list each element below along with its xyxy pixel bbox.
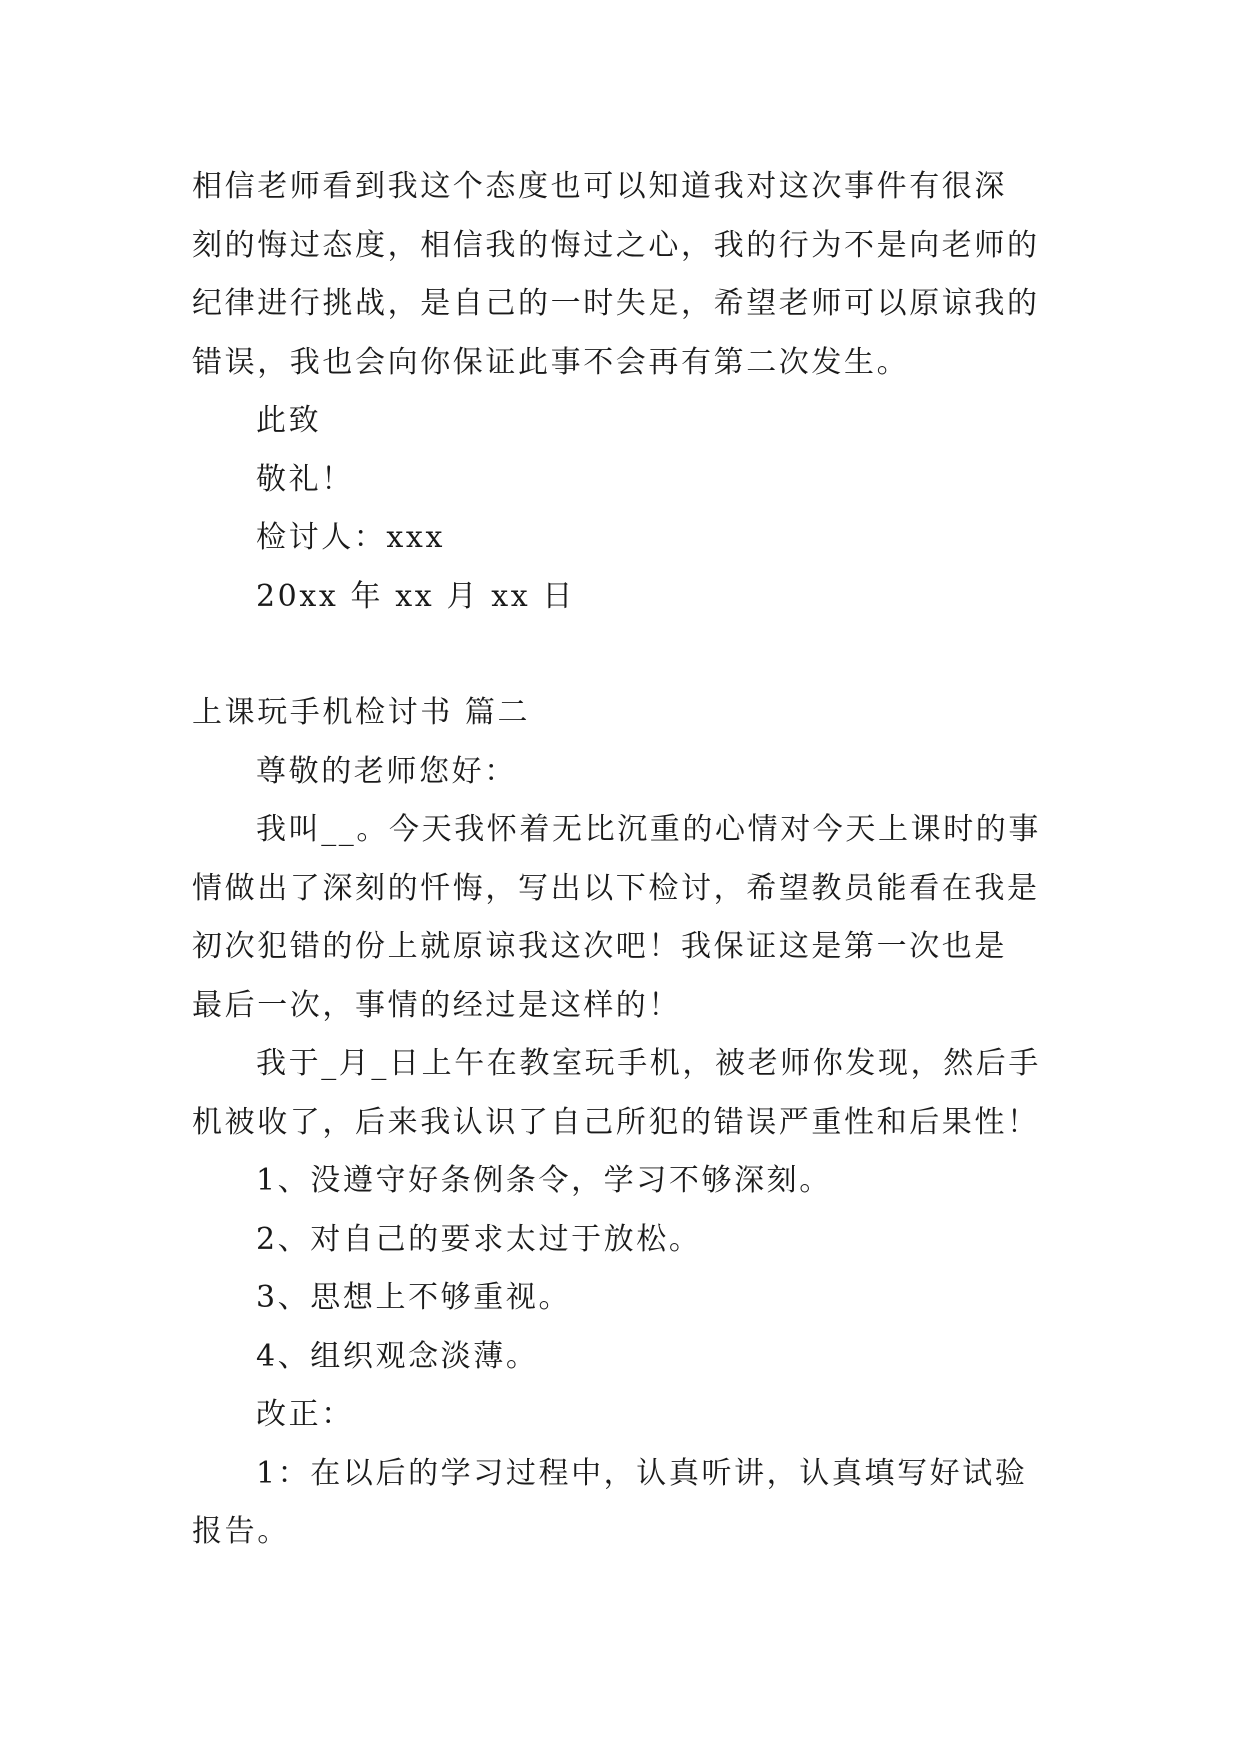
text-line: 报告。 xyxy=(192,1514,290,1549)
text-line: 1：在以后的学习过程中，认真听讲，认真填写好试验 xyxy=(256,1455,1028,1491)
list-item: 2、对自己的要求太过于放松。 xyxy=(256,1221,702,1257)
correction-label: 改正： xyxy=(256,1397,354,1432)
text-line: 最后一次，事情的经过是这样的！ xyxy=(192,987,681,1023)
text-line: 情做出了深刻的忏悔，写出以下检讨，希望教员能看在我是 xyxy=(192,870,1040,906)
document-body xyxy=(192,158,1072,1562)
paragraph-incident xyxy=(192,1035,1072,1152)
section-gap xyxy=(192,626,1072,684)
closing-salutation: 此致 xyxy=(256,403,322,438)
list-item: 4、组织观念淡薄。 xyxy=(256,1338,539,1374)
date: 20xx 年 xx 月 xx 日 xyxy=(256,578,575,614)
text-line: 纪律进行挑战，是自己的一时失足，希望老师可以原谅我的 xyxy=(192,286,1040,321)
correction-item xyxy=(192,1445,1072,1562)
text-line: 错误，我也会向你保证此事不会再有第二次发生。 xyxy=(192,344,910,380)
text-line: 刻的悔过态度，相信我的悔过之心，我的行为不是向老师的 xyxy=(192,227,1040,263)
list-item: 1、没遵守好条例条令，学习不够深刻。 xyxy=(256,1163,832,1198)
signer: 检讨人：xxx xyxy=(256,520,445,555)
list-item: 3、思想上不够重视。 xyxy=(256,1280,572,1315)
reasons-list xyxy=(192,1152,1072,1386)
closing-regards: 敬礼！ xyxy=(256,461,354,497)
text-line: 机被收了，后来我认识了自己所犯的错误严重性和后果性！ xyxy=(192,1104,1040,1140)
section-heading: 上课玩手机检讨书 篇二 xyxy=(192,695,531,730)
text-line: 我叫__。今天我怀着无比沉重的心情对今天上课时的事 xyxy=(256,812,1041,847)
text-line: 初次犯错的份上就原谅我这次吧！我保证这是第一次也是 xyxy=(192,929,1007,964)
paragraph-intro xyxy=(192,801,1072,1035)
salutation: 尊敬的老师您好： xyxy=(256,753,517,789)
text-line: 相信老师看到我这个态度也可以知道我对这次事件有很深 xyxy=(192,169,1007,204)
text-line: 我于_月_日上午在教室玩手机，被老师你发现，然后手 xyxy=(256,1046,1041,1081)
paragraph-ending xyxy=(192,158,1072,392)
